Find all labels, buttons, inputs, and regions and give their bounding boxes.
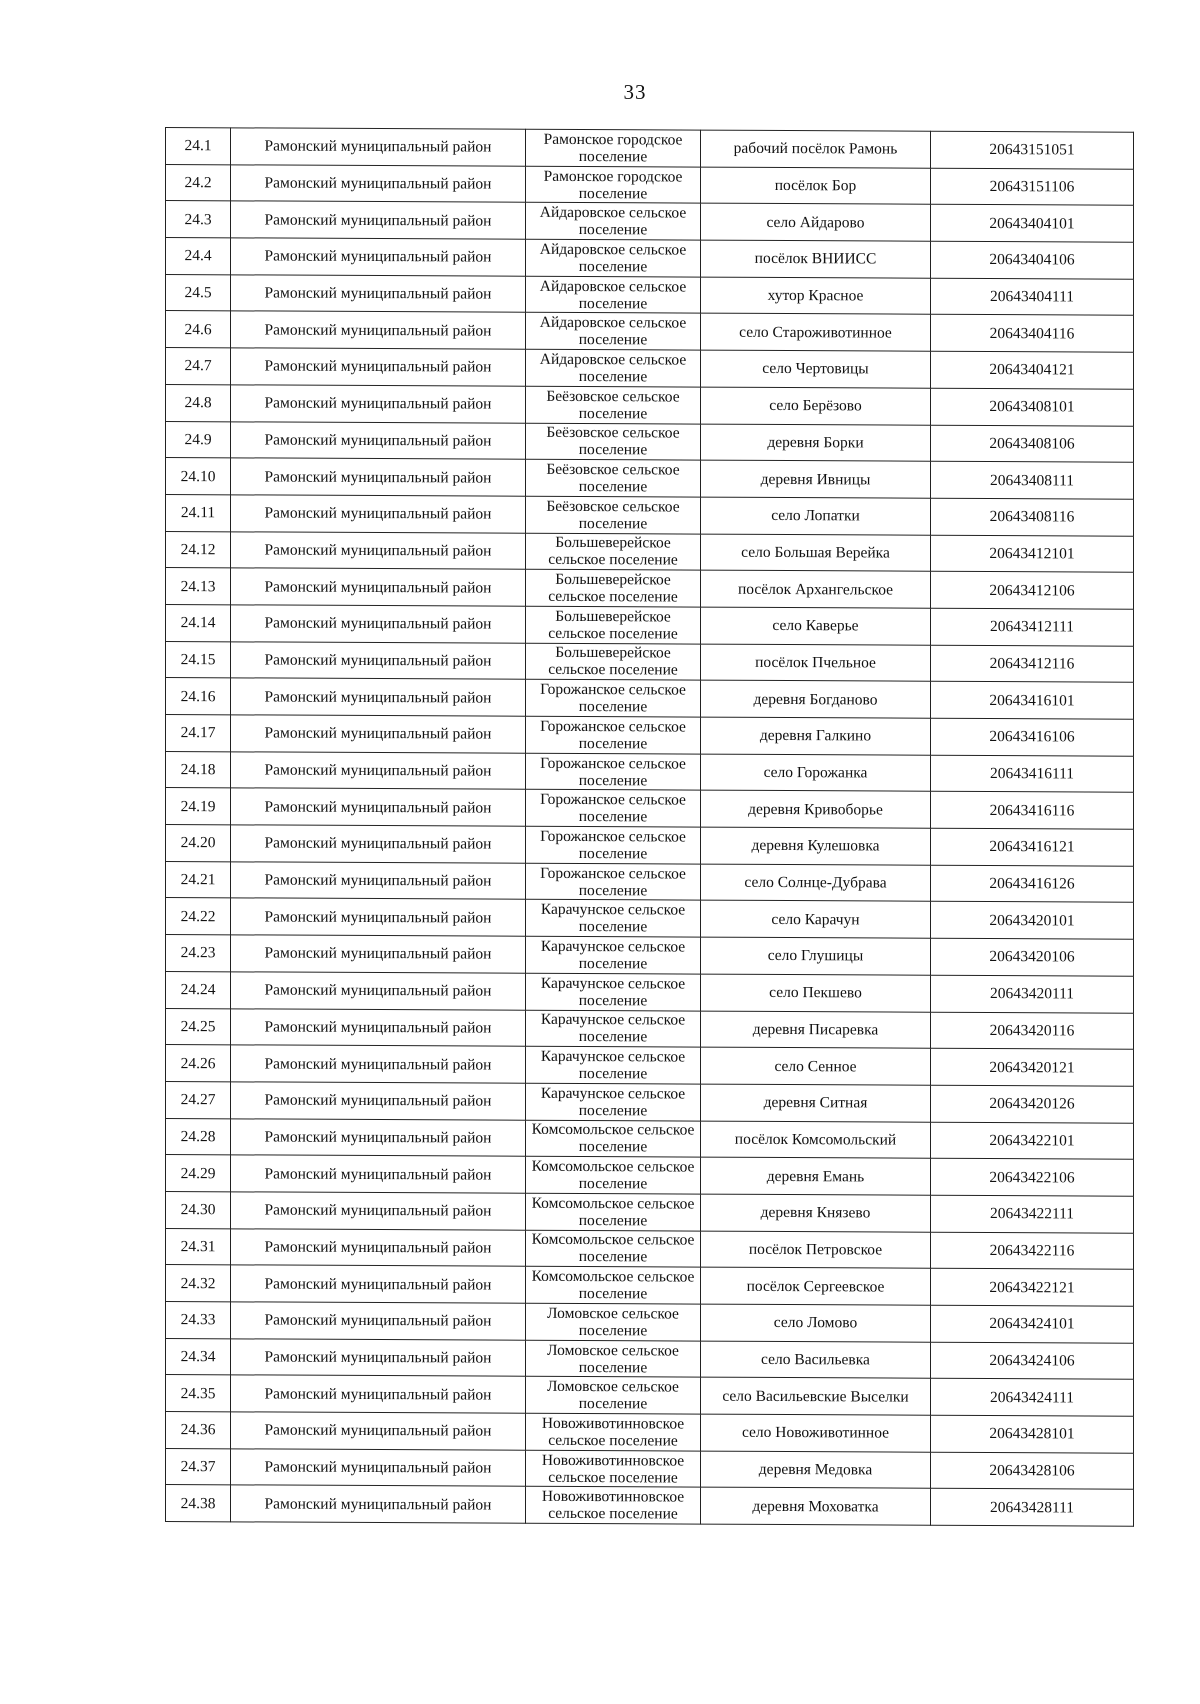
locality-cell: село Пекшево bbox=[701, 974, 931, 1012]
locality-cell: деревня Богданово bbox=[701, 680, 931, 718]
district-cell: Рамонский муниципальный район bbox=[231, 715, 526, 753]
oktmo-code-cell: 20643408116 bbox=[931, 498, 1134, 536]
row-number-cell: 24.26 bbox=[166, 1045, 231, 1082]
table-row bbox=[166, 1448, 1134, 1489]
table-row bbox=[166, 678, 1134, 719]
settlement-cell: Ломовское сельское поселение bbox=[526, 1377, 701, 1415]
oktmo-code-cell: 20643416126 bbox=[931, 865, 1134, 903]
row-number-cell: 24.1 bbox=[166, 128, 231, 165]
district-cell: Рамонский муниципальный район bbox=[231, 1118, 526, 1156]
row-number-cell: 24.9 bbox=[166, 421, 231, 458]
table-row bbox=[166, 898, 1134, 939]
page-number: 33 bbox=[623, 80, 647, 104]
oktmo-code-cell: 20643420101 bbox=[931, 902, 1134, 940]
table-row bbox=[166, 421, 1134, 462]
table-row bbox=[166, 971, 1134, 1012]
oktmo-code-cell: 20643422121 bbox=[931, 1269, 1134, 1307]
settlement-cell: Большеверейское сельское поселение bbox=[526, 570, 701, 608]
table-row bbox=[166, 788, 1134, 829]
locality-cell: село Горожанка bbox=[701, 754, 931, 792]
locality-cell: посёлок Архангельское bbox=[701, 570, 931, 608]
oktmo-code-cell: 20643151051 bbox=[931, 131, 1134, 169]
table-row bbox=[166, 1191, 1134, 1232]
table-row bbox=[166, 384, 1134, 425]
settlement-cell: Большеверейское сельское поселение bbox=[526, 606, 701, 644]
settlement-cell: Комсомольское сельское поселение bbox=[526, 1267, 701, 1305]
district-cell: Рамонский муниципальный район bbox=[231, 1008, 526, 1046]
district-cell: Рамонский муниципальный район bbox=[231, 1265, 526, 1303]
district-cell: Рамонский муниципальный район bbox=[231, 898, 526, 936]
row-number-cell: 24.6 bbox=[166, 311, 231, 348]
locality-cell: село Каверье bbox=[701, 607, 931, 645]
settlement-cell: Комсомольское сельское поселение bbox=[526, 1230, 701, 1268]
oktmo-code-cell: 20643422101 bbox=[931, 1122, 1134, 1160]
locality-cell: село Новоживотинное bbox=[701, 1414, 931, 1452]
settlement-cell: Карачунское сельское поселение bbox=[526, 1010, 701, 1048]
locality-cell: село Карачун bbox=[701, 901, 931, 939]
settlement-cell: Новоживотинновское сельское поселение bbox=[526, 1413, 701, 1451]
district-cell: Рамонский муниципальный район bbox=[231, 1302, 526, 1340]
oktmo-code-cell: 20643422111 bbox=[931, 1195, 1134, 1233]
row-number-cell: 24.30 bbox=[166, 1191, 231, 1228]
locality-cell: деревня Емань bbox=[701, 1157, 931, 1195]
row-number-cell: 24.22 bbox=[166, 898, 231, 935]
table-row bbox=[166, 825, 1134, 866]
oktmo-code-cell: 20643422116 bbox=[931, 1232, 1134, 1270]
oktmo-code-cell: 20643416121 bbox=[931, 828, 1134, 866]
settlement-cell: Айдаровское сельское поселение bbox=[526, 349, 701, 387]
table-row bbox=[166, 238, 1134, 279]
settlement-cell: Беёзовское сельское поселение bbox=[526, 423, 701, 461]
oktmo-code-cell: 20643408101 bbox=[931, 388, 1134, 426]
oktmo-code-cell: 20643404111 bbox=[931, 278, 1134, 316]
row-number-cell: 24.2 bbox=[166, 164, 231, 201]
row-number-cell: 24.31 bbox=[166, 1228, 231, 1265]
table-row bbox=[166, 1375, 1134, 1416]
table-row bbox=[166, 1118, 1134, 1159]
locality-cell: рабочий посёлок Рамонь bbox=[701, 130, 931, 168]
settlement-cell: Айдаровское сельское поселение bbox=[526, 203, 701, 241]
locality-cell: деревня Писаревка bbox=[701, 1011, 931, 1049]
district-cell: Рамонский муниципальный район bbox=[231, 165, 526, 203]
district-cell: Рамонский муниципальный район bbox=[231, 1339, 526, 1377]
row-number-cell: 24.14 bbox=[166, 604, 231, 641]
district-cell: Рамонский муниципальный район bbox=[231, 348, 526, 386]
settlement-cell: Большеверейское сельское поселение bbox=[526, 643, 701, 681]
district-cell: Рамонский муниципальный район bbox=[231, 385, 526, 423]
settlements-table bbox=[165, 127, 1134, 1527]
settlement-cell: Беёзовское сельское поселение bbox=[526, 386, 701, 424]
row-number-cell: 24.4 bbox=[166, 238, 231, 275]
district-cell: Рамонский муниципальный район bbox=[231, 458, 526, 496]
district-cell: Рамонский муниципальный район bbox=[231, 788, 526, 826]
locality-cell: село Большая Верейка bbox=[701, 534, 931, 572]
table-row bbox=[166, 1008, 1134, 1049]
oktmo-code-cell: 20643151106 bbox=[931, 168, 1134, 206]
oktmo-code-cell: 20643404101 bbox=[931, 205, 1134, 243]
settlement-cell: Ломовское сельское поселение bbox=[526, 1340, 701, 1378]
district-cell: Рамонский муниципальный район bbox=[231, 1485, 526, 1523]
oktmo-code-cell: 20643424101 bbox=[931, 1305, 1134, 1343]
locality-cell: деревня Борки bbox=[701, 424, 931, 462]
table-row bbox=[166, 1081, 1134, 1122]
locality-cell: село Староживотинное bbox=[701, 314, 931, 352]
row-number-cell: 24.21 bbox=[166, 861, 231, 898]
settlement-cell: Карачунское сельское поселение bbox=[526, 1046, 701, 1084]
district-cell: Рамонский муниципальный район bbox=[231, 1082, 526, 1120]
settlement-cell: Беёзовское сельское поселение bbox=[526, 496, 701, 534]
table-row bbox=[166, 751, 1134, 792]
row-number-cell: 24.3 bbox=[166, 201, 231, 238]
oktmo-code-cell: 20643404121 bbox=[931, 351, 1134, 389]
settlement-cell: Горожанское сельское поселение bbox=[526, 863, 701, 901]
district-cell: Рамонский муниципальный район bbox=[231, 862, 526, 900]
oktmo-code-cell: 20643412101 bbox=[931, 535, 1134, 573]
locality-cell: село Ломово bbox=[701, 1304, 931, 1342]
table-row bbox=[166, 1302, 1134, 1343]
table-row bbox=[166, 641, 1134, 682]
settlement-cell: Карачунское сельское поселение bbox=[526, 936, 701, 974]
district-cell: Рамонский муниципальный район bbox=[231, 238, 526, 276]
district-cell: Рамонский муниципальный район bbox=[231, 1155, 526, 1193]
locality-cell: посёлок Сергеевское bbox=[701, 1267, 931, 1305]
locality-cell: посёлок ВНИИСС bbox=[701, 240, 931, 278]
oktmo-code-cell: 20643420111 bbox=[931, 975, 1134, 1013]
locality-cell: село Сенное bbox=[701, 1047, 931, 1085]
row-number-cell: 24.7 bbox=[166, 348, 231, 385]
table-row bbox=[166, 494, 1134, 535]
district-cell: Рамонский муниципальный район bbox=[231, 1192, 526, 1230]
row-number-cell: 24.16 bbox=[166, 678, 231, 715]
row-number-cell: 24.18 bbox=[166, 751, 231, 788]
table-row bbox=[166, 1265, 1134, 1306]
district-cell: Рамонский муниципальный район bbox=[231, 531, 526, 569]
table-row bbox=[166, 1338, 1134, 1379]
row-number-cell: 24.33 bbox=[166, 1302, 231, 1339]
row-number-cell: 24.36 bbox=[166, 1412, 231, 1449]
locality-cell: село Чертовицы bbox=[701, 350, 931, 388]
locality-cell: хутор Красное bbox=[701, 277, 931, 315]
district-cell: Рамонский муниципальный район bbox=[231, 311, 526, 349]
oktmo-code-cell: 20643416111 bbox=[931, 755, 1134, 793]
row-number-cell: 24.10 bbox=[166, 458, 231, 495]
oktmo-code-cell: 20643416116 bbox=[931, 792, 1134, 830]
locality-cell: село Васильевка bbox=[701, 1341, 931, 1379]
settlement-cell: Горожанское сельское поселение bbox=[526, 790, 701, 828]
oktmo-code-cell: 20643420106 bbox=[931, 938, 1134, 976]
row-number-cell: 24.20 bbox=[166, 825, 231, 862]
oktmo-code-cell: 20643428101 bbox=[931, 1415, 1134, 1453]
settlement-cell: Горожанское сельское поселение bbox=[526, 753, 701, 791]
settlement-cell: Ломовское сельское поселение bbox=[526, 1303, 701, 1341]
oktmo-code-cell: 20643424111 bbox=[931, 1379, 1134, 1417]
district-cell: Рамонский муниципальный район bbox=[231, 275, 526, 313]
oktmo-code-cell: 20643408111 bbox=[931, 461, 1134, 499]
table-row bbox=[166, 348, 1134, 389]
district-cell: Рамонский муниципальный район bbox=[231, 1228, 526, 1266]
locality-cell: деревня Кулешовка bbox=[701, 827, 931, 865]
row-number-cell: 24.19 bbox=[166, 788, 231, 825]
table-row bbox=[166, 531, 1134, 572]
settlement-cell: Новоживотинновское сельское поселение bbox=[526, 1450, 701, 1488]
row-number-cell: 24.34 bbox=[166, 1338, 231, 1375]
district-cell: Рамонский муниципальный район bbox=[231, 935, 526, 973]
district-cell: Рамонский муниципальный район bbox=[231, 421, 526, 459]
settlement-cell: Айдаровское сельское поселение bbox=[526, 313, 701, 351]
locality-cell: село Васильевские Выселки bbox=[701, 1377, 931, 1415]
row-number-cell: 24.29 bbox=[166, 1155, 231, 1192]
row-number-cell: 24.32 bbox=[166, 1265, 231, 1302]
locality-cell: деревня Моховатка bbox=[701, 1488, 931, 1526]
settlement-cell: Беёзовское сельское поселение bbox=[526, 459, 701, 497]
locality-cell: деревня Ситная bbox=[701, 1084, 931, 1122]
settlement-cell: Карачунское сельское поселение bbox=[526, 973, 701, 1011]
oktmo-code-cell: 20643412111 bbox=[931, 608, 1134, 646]
district-cell: Рамонский муниципальный район bbox=[231, 201, 526, 239]
locality-cell: деревня Князево bbox=[701, 1194, 931, 1232]
district-cell: Рамонский муниципальный район bbox=[231, 1375, 526, 1413]
settlement-cell: Большеверейское сельское поселение bbox=[526, 533, 701, 571]
row-number-cell: 24.27 bbox=[166, 1081, 231, 1118]
table-row bbox=[166, 604, 1134, 645]
district-cell: Рамонский муниципальный район bbox=[231, 1045, 526, 1083]
table-row bbox=[166, 311, 1134, 352]
oktmo-code-cell: 20643412116 bbox=[931, 645, 1134, 683]
settlement-cell: Рамонское городское поселение bbox=[526, 166, 701, 204]
locality-cell: посёлок Пчельное bbox=[701, 644, 931, 682]
row-number-cell: 24.24 bbox=[166, 971, 231, 1008]
district-cell: Рамонский муниципальный район bbox=[231, 752, 526, 790]
oktmo-code-cell: 20643428106 bbox=[931, 1452, 1134, 1490]
row-number-cell: 24.15 bbox=[166, 641, 231, 678]
locality-cell: село Лопатки bbox=[701, 497, 931, 535]
locality-cell: село Айдарово bbox=[701, 203, 931, 241]
settlement-cell: Айдаровское сельское поселение bbox=[526, 239, 701, 277]
locality-cell: деревня Медовка bbox=[701, 1451, 931, 1489]
district-cell: Рамонский муниципальный район bbox=[231, 972, 526, 1010]
table-row bbox=[166, 1485, 1134, 1526]
row-number-cell: 24.12 bbox=[166, 531, 231, 568]
table-row bbox=[166, 201, 1134, 242]
settlement-cell: Карачунское сельское поселение bbox=[526, 900, 701, 938]
locality-cell: село Глушицы bbox=[701, 937, 931, 975]
row-number-cell: 24.25 bbox=[166, 1008, 231, 1045]
table-row bbox=[166, 164, 1134, 205]
district-cell: Рамонский муниципальный район bbox=[231, 678, 526, 716]
row-number-cell: 24.37 bbox=[166, 1448, 231, 1485]
oktmo-code-cell: 20643422106 bbox=[931, 1158, 1134, 1196]
row-number-cell: 24.35 bbox=[166, 1375, 231, 1412]
row-number-cell: 24.17 bbox=[166, 715, 231, 752]
row-number-cell: 24.13 bbox=[166, 568, 231, 605]
oktmo-code-cell: 20643420126 bbox=[931, 1085, 1134, 1123]
oktmo-code-cell: 20643416101 bbox=[931, 682, 1134, 720]
row-number-cell: 24.23 bbox=[166, 935, 231, 972]
oktmo-code-cell: 20643404116 bbox=[931, 315, 1134, 353]
table-row bbox=[166, 935, 1134, 976]
district-cell: Рамонский муниципальный район bbox=[231, 641, 526, 679]
oktmo-code-cell: 20643408106 bbox=[931, 425, 1134, 463]
oktmo-code-cell: 20643416106 bbox=[931, 718, 1134, 756]
settlement-cell: Новоживотинновское сельское поселение bbox=[526, 1487, 701, 1525]
locality-cell: посёлок Петровское bbox=[701, 1231, 931, 1269]
table-row bbox=[166, 128, 1134, 169]
settlement-cell: Горожанское сельское поселение bbox=[526, 680, 701, 718]
settlement-cell: Горожанское сельское поселение bbox=[526, 716, 701, 754]
locality-cell: село Берёзово bbox=[701, 387, 931, 425]
locality-cell: посёлок Бор bbox=[701, 167, 931, 205]
district-cell: Рамонский муниципальный район bbox=[231, 1449, 526, 1487]
table-body bbox=[166, 128, 1134, 1527]
locality-cell: деревня Галкино bbox=[701, 717, 931, 755]
oktmo-code-cell: 20643424106 bbox=[931, 1342, 1134, 1380]
table-row bbox=[166, 458, 1134, 499]
oktmo-code-cell: 20643428111 bbox=[931, 1489, 1134, 1527]
locality-cell: село Солнце-Дубрава bbox=[701, 864, 931, 902]
oktmo-code-cell: 20643420121 bbox=[931, 1048, 1134, 1086]
settlement-cell: Комсомольское сельское поселение bbox=[526, 1193, 701, 1231]
table-row bbox=[166, 1155, 1134, 1196]
locality-cell: посёлок Комсомольский bbox=[701, 1121, 931, 1159]
district-cell: Рамонский муниципальный район bbox=[231, 825, 526, 863]
district-cell: Рамонский муниципальный район bbox=[231, 1412, 526, 1450]
table-row bbox=[166, 1412, 1134, 1453]
district-cell: Рамонский муниципальный район bbox=[231, 605, 526, 643]
settlement-cell: Комсомольское сельское поселение bbox=[526, 1120, 701, 1158]
row-number-cell: 24.38 bbox=[166, 1485, 231, 1522]
table-row bbox=[166, 274, 1134, 315]
row-number-cell: 24.11 bbox=[166, 494, 231, 531]
table-row bbox=[166, 1045, 1134, 1086]
oktmo-code-cell: 20643420116 bbox=[931, 1012, 1134, 1050]
row-number-cell: 24.5 bbox=[166, 274, 231, 311]
oktmo-code-cell: 20643404106 bbox=[931, 241, 1134, 279]
locality-cell: деревня Ивницы bbox=[701, 460, 931, 498]
oktmo-code-cell: 20643412106 bbox=[931, 571, 1134, 609]
district-cell: Рамонский муниципальный район bbox=[231, 495, 526, 533]
settlement-cell: Айдаровское сельское поселение bbox=[526, 276, 701, 314]
table-row bbox=[166, 715, 1134, 756]
settlement-cell: Комсомольское сельское поселение bbox=[526, 1157, 701, 1195]
table-row bbox=[166, 568, 1134, 609]
table-row bbox=[166, 1228, 1134, 1269]
district-cell: Рамонский муниципальный район bbox=[231, 128, 526, 166]
district-cell: Рамонский муниципальный район bbox=[231, 568, 526, 606]
settlement-cell: Карачунское сельское поселение bbox=[526, 1083, 701, 1121]
row-number-cell: 24.8 bbox=[166, 384, 231, 421]
settlement-cell: Рамонское городское поселение bbox=[526, 129, 701, 167]
settlement-cell: Горожанское сельское поселение bbox=[526, 826, 701, 864]
row-number-cell: 24.28 bbox=[166, 1118, 231, 1155]
table-row bbox=[166, 861, 1134, 902]
locality-cell: деревня Кривоборье bbox=[701, 790, 931, 828]
